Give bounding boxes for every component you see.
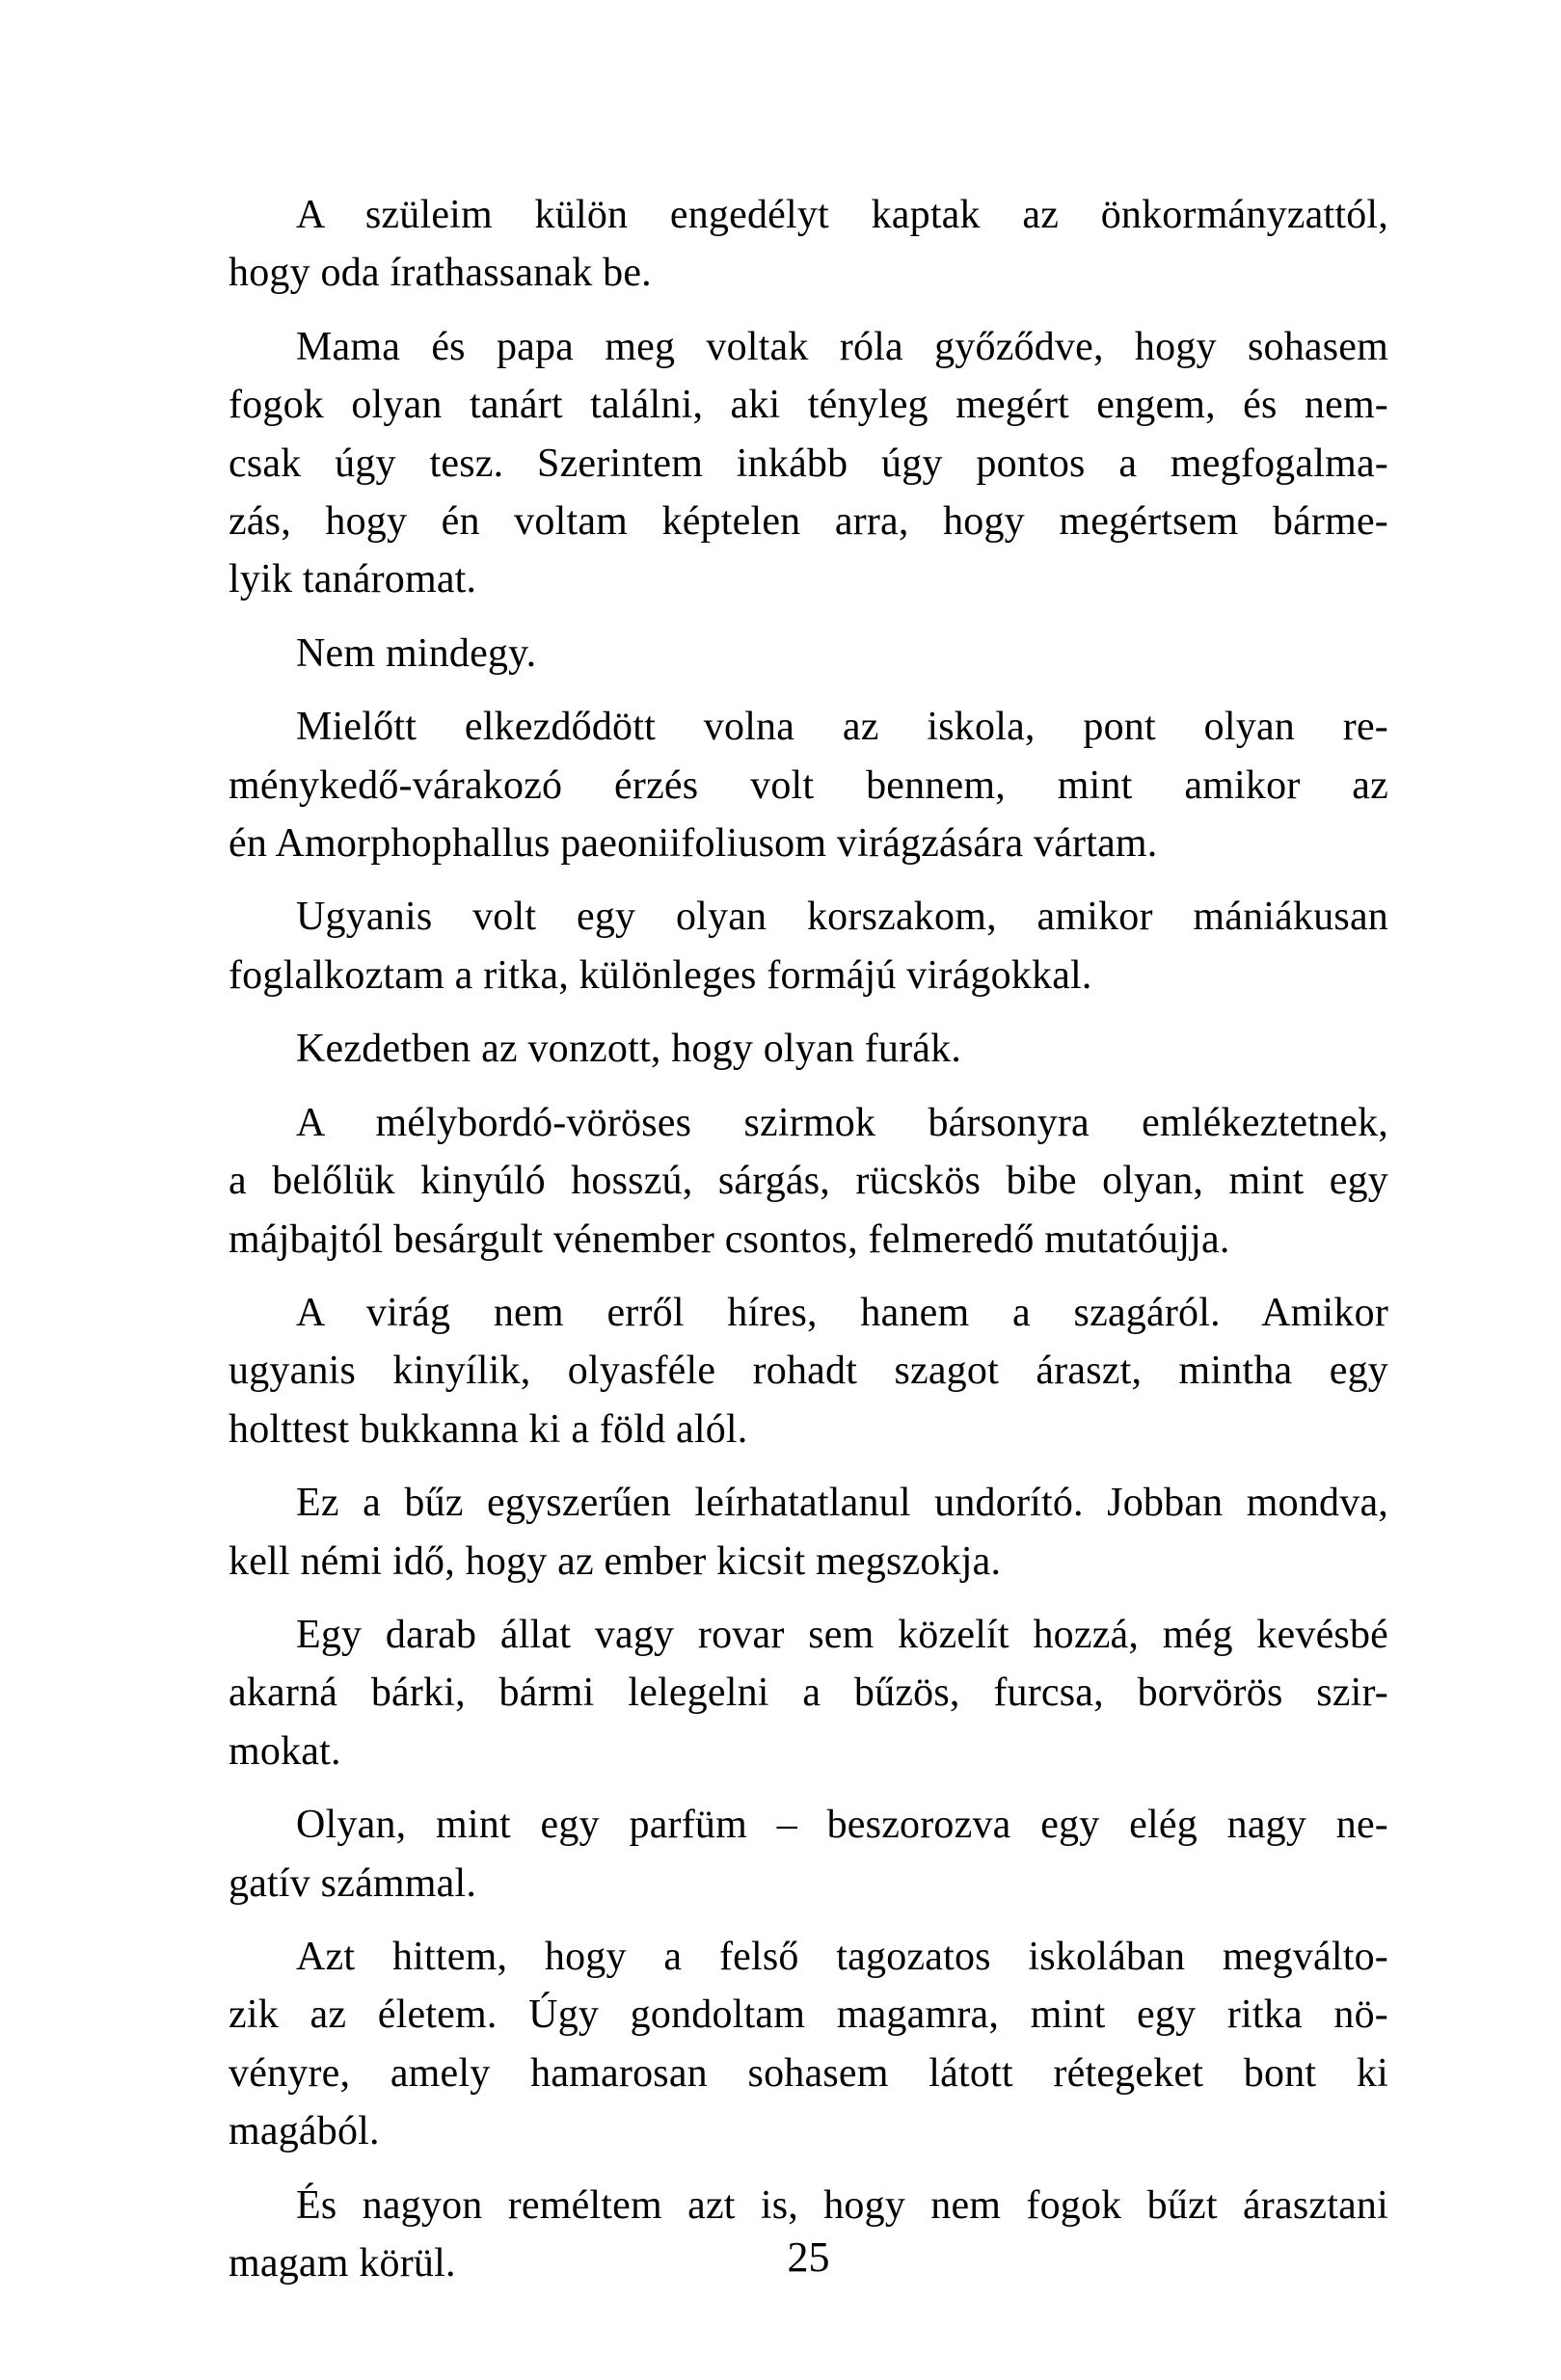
text-line: fogok olyan tanárt találni, aki tényleg megért engem, és nem-: [229, 383, 1388, 428]
text-line: én Amorphophallus paeoniifoliusom virágzására vártam.: [229, 821, 1158, 867]
text-line: magából.: [229, 2109, 380, 2154]
text-line: Mielőtt elkezdődött volna az iskola, pont olyan re-: [296, 705, 1388, 750]
text-line: mokat.: [229, 1728, 341, 1774]
text-line: magam körül.: [229, 2241, 456, 2286]
text-line: Ugyanis volt egy olyan korszakom, amikor mániákusan: [296, 895, 1388, 940]
body-text: [229, 186, 1388, 2308]
text-line: foglalkoztam a ritka, különleges formájú virágokkal.: [229, 952, 1092, 998]
text-line: holttest bukkanna ki a föld alól.: [229, 1406, 748, 1452]
text-line: Nem mindegy.: [296, 630, 537, 676]
text-line: hogy oda írathassanak be.: [229, 251, 652, 296]
text-line: Kezdetben az vonzott, hogy olyan furák.: [296, 1027, 962, 1072]
text-line: akarná bárki, bármi lelegelni a bűzös, furcsa, borvörös szir-: [229, 1671, 1388, 1716]
text-line: Mama és papa meg voltak róla győződve, hogy sohasem: [296, 324, 1388, 369]
page-number: 25: [787, 2233, 830, 2281]
text-line: zik az életem. Úgy gondoltam magamra, mint egy ritka nö-: [229, 1992, 1388, 2038]
text-line: És nagyon reméltem azt is, hogy nem fogok bűzt árasztani: [296, 2182, 1388, 2228]
text-line: Olyan, mint egy parfüm – beszorozva egy elég nagy ne-: [296, 1803, 1388, 1848]
text-line: csak úgy tesz. Szerintem inkább úgy pontos a megfogalma-: [229, 441, 1388, 486]
text-line: A szüleim külön engedélyt kaptak az önkormányzattól,: [296, 193, 1388, 237]
text-line: májbajtól besárgult vénember csontos, felmeredő mutatóujja.: [229, 1217, 1230, 1262]
text-line: kell némi idő, hogy az ember kicsit megszokja.: [229, 1538, 1002, 1584]
text-line: ménykedő-várakozó érzés volt bennem, mint amikor az: [229, 762, 1388, 808]
text-line: Azt hittem, hogy a felső tagozatos iskolában megválto-: [296, 1934, 1388, 1979]
text-line: ugyanis kinyílik, olyasféle rohadt szagot áraszt, mintha egy: [229, 1349, 1388, 1394]
text-line: vényre, amely hamarosan sohasem látott rétegeket bont ki: [229, 2050, 1388, 2096]
text-line: lyik tanáromat.: [229, 557, 477, 602]
text-line: a belőlük kinyúló hosszú, sárgás, rücskös bibe olyan, mint egy: [229, 1159, 1388, 1204]
text-line: gatív számmal.: [229, 1860, 477, 1906]
text-line: A virág nem erről híres, hanem a szagáról. Amikor: [296, 1290, 1388, 1335]
text-line: zás, hogy én voltam képtelen arra, hogy megértsem bárme-: [229, 499, 1388, 545]
text-line: A mélybordó-vöröses szirmok bársonyra emlékeztetnek,: [296, 1100, 1388, 1145]
text-line: Ez a bűz egyszerűen leírhatatlanul undorító. Jobban mondva,: [296, 1481, 1388, 1526]
text-line: Egy darab állat vagy rovar sem közelít hozzá, még kevésbé: [296, 1612, 1388, 1657]
